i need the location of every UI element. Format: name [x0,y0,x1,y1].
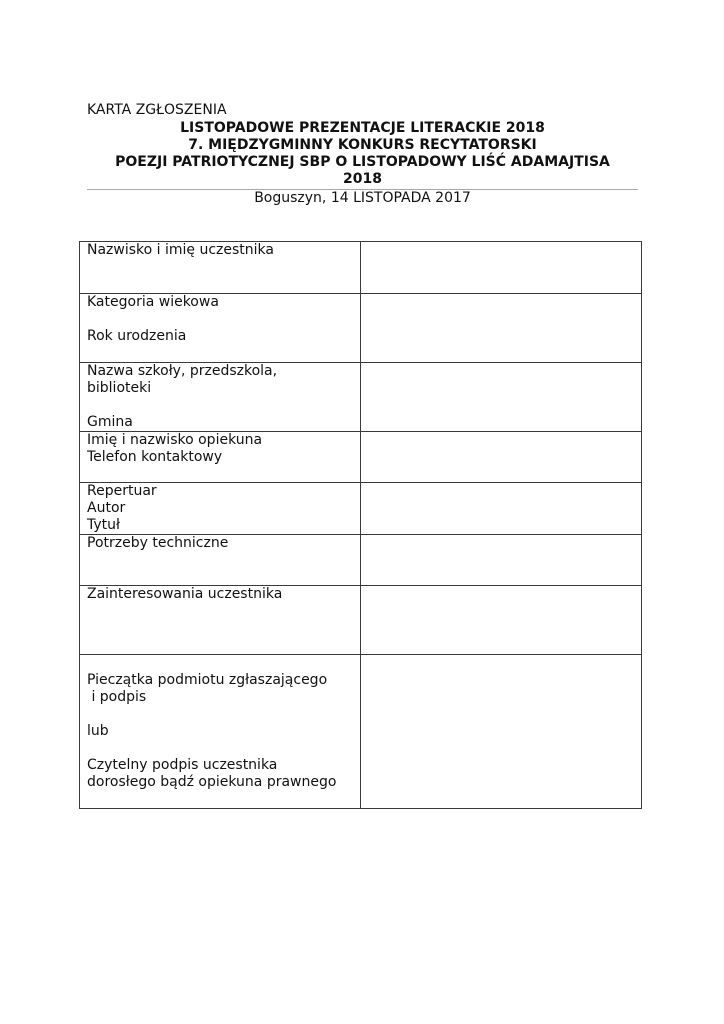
field-label-cell [80,363,361,432]
field-label-cell [80,432,361,483]
form-row [80,432,642,483]
form-label: KARTA ZGŁOSZENIA [87,102,227,118]
field-label: Imię i nazwisko opiekuna [87,432,263,448]
field-label-cell [80,535,361,586]
form-row [80,294,642,363]
field-value-cell[interactable] [361,363,642,432]
form-row [80,535,642,586]
field-value-cell[interactable] [361,294,642,363]
field-label: Czytelny podpis uczestnika [87,757,278,773]
place-date: Boguszyn, 14 LISTOPADA 2017 [254,190,471,206]
field-label: Potrzeby techniczne [87,535,229,551]
form-row [80,586,642,655]
form-row [80,483,642,535]
field-label: Kategoria wiekowa [87,294,219,310]
field-value-cell[interactable] [361,535,642,586]
field-label: lub [87,723,109,739]
field-value-cell[interactable] [361,655,642,809]
title-line: LISTOPADOWE PREZENTACJE LITERACKIE 2018 [180,120,545,136]
field-label: Nazwa szkoły, przedszkola, [87,363,278,379]
field-label: Zainteresowania uczestnika [87,586,283,602]
field-value-cell[interactable] [361,586,642,655]
event-title [87,120,638,188]
blank-line [87,740,353,757]
blank-line [87,311,353,328]
field-label: Rok urodzenia [87,328,187,344]
field-label: Pieczątka podmiotu zgłaszającego [87,672,328,688]
application-form-table [79,241,642,809]
field-value-cell[interactable] [361,432,642,483]
field-value-cell[interactable] [361,242,642,294]
form-row [80,363,642,432]
field-label: Nazwisko i imię uczestnika [87,242,274,258]
form-row [80,655,642,809]
field-label: dorosłego bądź opiekuna prawnego [87,774,337,790]
blank-line [87,655,353,672]
field-label-cell [80,586,361,655]
blank-line [87,706,353,723]
field-label: Telefon kontaktowy [87,449,223,465]
field-label-cell [80,242,361,294]
field-label-cell [80,655,361,809]
field-label: Gmina [87,414,133,430]
title-line: POEZJI PATRIOTYCZNEJ SBP O LISTOPADOWY LIŚĆ ADAMAJTISA [115,154,610,170]
field-label: i podpis [87,689,147,705]
field-value-cell[interactable] [361,483,642,535]
field-label-cell [80,294,361,363]
field-label: Repertuar [87,483,157,499]
field-label: Tytuł [87,517,120,533]
field-label: biblioteki [87,380,152,396]
title-line: 7. MIĘDZYGMINNY KONKURS RECYTATORSKI [188,137,537,153]
blank-line [87,397,353,414]
field-label-cell [80,483,361,535]
form-row [80,242,642,294]
field-label: Autor [87,500,126,516]
title-line: 2018 [343,171,382,187]
